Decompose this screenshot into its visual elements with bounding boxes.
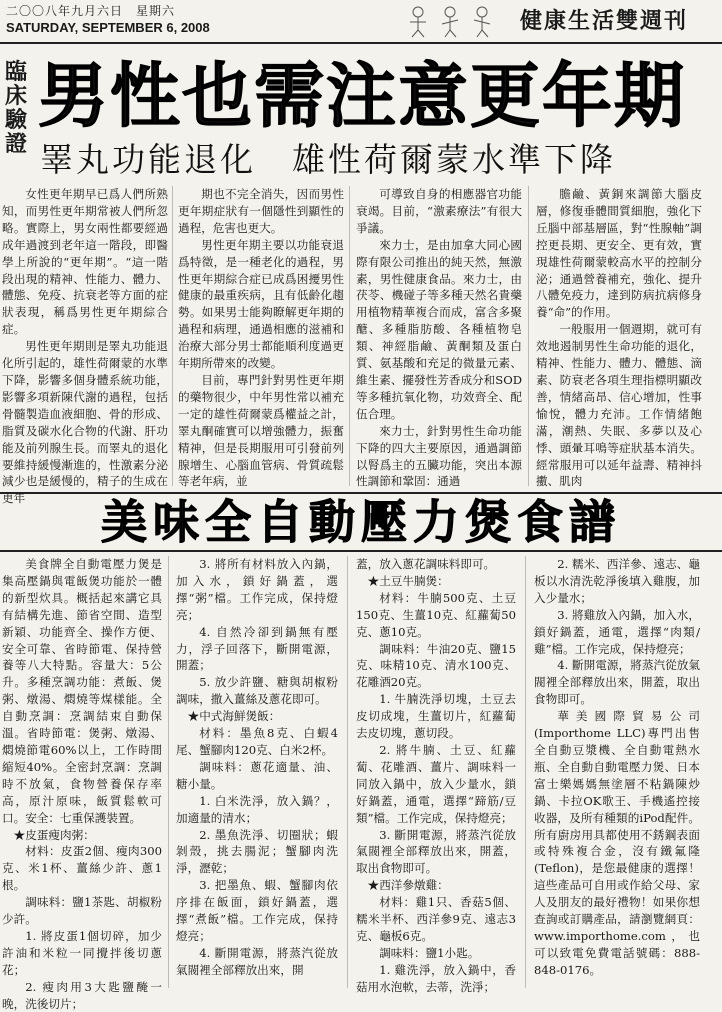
recipe-title: ★土豆牛腩煲： bbox=[367, 573, 449, 588]
article-headline: 男性也需注意更年期 bbox=[38, 55, 686, 137]
paragraph: 2. 墨魚洗淨、切圈狀；蝦剝殼，挑去腸泥；蟹腳肉洗淨，瀝乾； bbox=[176, 827, 338, 876]
paragraph: 3. 將所有材料放入內鍋，加入水，鎖好鍋蓋，選擇“粥”檔。工作完成，保持燈亮； bbox=[176, 557, 338, 622]
paragraph: 膽鹼、黃銅來調節大腦皮層，修復垂體間質細胞，強化下丘腦中部基層區，對“性腺軸”調控更長期、更安全、更有效，實現雄性荷爾蒙較高水平的控制分泌；通過營養補充，強化、提升八體免疫力，達到防病抗病修身養“命”的作用。 bbox=[536, 187, 702, 320]
article2-column-1 bbox=[2, 556, 162, 1011]
paragraph: 調味料：牛油20克、鹽15克、味精10克、清水100克、花雕酒20克。 bbox=[356, 641, 516, 690]
section-title: 健康生活雙週刊 bbox=[520, 8, 689, 34]
paragraph: 來力士，針對男性生命功能下降的四大主要原因，通過調節以腎爲主的五臟功能，突出本源性調節和鞏固：通過 bbox=[356, 423, 522, 489]
paragraph: 一般服用一個週期，就可有效地遏制男性生命功能的退化，精神、性能力、體力、體態、滴素、防衰老各項生理指標明顯改善，情緒高昂、信心增加，性事愉悅，體力充沛。工作情緒飽滿，潮熱、失眠、多夢以及心悸、頭暈耳鳴等症狀基本消失。經常服用可以延年益壽、精神抖擻、肌肉 bbox=[536, 322, 702, 489]
paragraph: 4. 自然冷卻到鍋無有壓力，浮子回落下，斷開電源，開蓋； bbox=[176, 624, 338, 673]
clinical-tag bbox=[2, 60, 30, 156]
article1-column-1 bbox=[2, 186, 168, 506]
paragraph: 5. 放少許鹽、糖與胡椒粉調味，撒入薑絲及蔥花即可。 bbox=[176, 675, 338, 707]
recipe-banner-title: 美味全自動壓力煲食譜 bbox=[0, 492, 722, 552]
recipe-title: ★皮蛋瘦肉粥： bbox=[13, 827, 95, 842]
article1-column-2 bbox=[178, 186, 344, 489]
paragraph: 4. 斷開電源，將蒸汽從放氣閥裡全部釋放出來，開 bbox=[176, 945, 338, 977]
paragraph: 4. 斷開電源，將蒸汽從放氣閥裡全部釋放出來，開蓋，取出食物即可。 bbox=[534, 658, 700, 707]
article1-column-4 bbox=[536, 186, 702, 489]
paragraph: 2. 將牛腩、土豆、紅蘿蔔、花雕酒、薑片、調味料一同放入鍋中，放入少量水，鎖好鍋蓋，通電，選擇“蹄筋/豆類”檔。工作完成，保持燈亮； bbox=[356, 742, 516, 825]
paragraph: 材料：墨魚8克、白蝦4尾、蟹腳肉120克、白米2杯。 bbox=[176, 726, 338, 757]
paragraph: 1. 白米洗淨，放入鍋？，加適量的清水； bbox=[176, 793, 338, 825]
clinical-tag-char: 床 bbox=[4, 83, 27, 109]
paragraph: 材料：雞1只、香菇5個、糯米半杯、西洋參9克、遠志3克、龜板6克。 bbox=[356, 895, 516, 943]
article-subheadline: 睪丸功能退化 雄性荷爾蒙水準下降 bbox=[40, 140, 616, 179]
article2-column-3 bbox=[356, 556, 516, 994]
masthead bbox=[0, 0, 722, 44]
paragraph: 3. 將雞放入內鍋，加入水，鎖好鍋蓋，通電，選擇“肉類/雞”檔。工作完成，保持燈亮； bbox=[534, 607, 700, 656]
paragraph: 1. 牛腩洗淨切塊，土豆去皮切成塊，生薑切片，紅蘿蔔去皮切塊，蔥切段。 bbox=[356, 692, 516, 741]
paragraph: 2. 糯米、西洋參、遠志、龜板以水清洗乾淨後填入雞腹，加入少量水； bbox=[534, 557, 700, 605]
paragraph: 男性更年期主要以功能衰退爲特徵，是一種老化的過程，男性更年期綜合症已成爲困擾男性健康的最重疾病，且有低齡化趨勢。如果男士能夠瞭解更年期的過程和病理，通過相應的滋補和治療大部分男士都能順利度過更年期所帶來的改變。 bbox=[178, 237, 344, 371]
paragraph: 調味料：鹽1小匙。 bbox=[379, 945, 480, 960]
paragraph: 1. 將皮蛋1個切碎，加少許油和米粒一同攪拌後切蔥花； bbox=[2, 928, 162, 977]
paragraph: 調味料：蔥花適量、油、糖小量。 bbox=[176, 759, 338, 791]
paragraph: 美食牌全自動電壓力煲是集高壓鍋與電飯煲功能於一體的新型炊具。概括起來講它具有結構先進、節省空間、造型新穎、功能齊全、操作方便、安全可靠、省時節電、保持營養等八大特點。容量大：5公升。多種烹調功能：煮飯、煲粥、燉湯、燜燒等煤樣能。全自動烹調：烹調結束自動保溫。省時節電：煲粥、燉湯、燜燒節電60%以上，工作時間縮短40%。全密封烹調：烹調時不放氣，食物營養保存率高，原汁原味，飯質鬆軟可口。安全：七重保護裝置。 bbox=[2, 557, 162, 825]
date-chinese: 二〇〇八年九月六日 星期六 bbox=[6, 4, 176, 18]
paragraph: 目前，專門針對男性更年期的藥物很少，中年男性常以補充一定的雄性荷爾蒙爲權益之計，睪丸酮確實可以增強體力，振奮精神，但是長期服用可引發前列腺增生、心腦血管病、骨質疏鬆等老年病，並 bbox=[178, 372, 344, 489]
article1-column-3 bbox=[356, 186, 522, 489]
paragraph: 期也不完全消失，因而男性更年期症狀有一個隱性到顯性的過程，危害也更大。 bbox=[178, 187, 344, 235]
clinical-tag-char: 驗 bbox=[4, 107, 27, 133]
paragraph: 來力士，是由加拿大同心國際有限公司推出的純天然，無激素，男性健康食品。來力士，由茯苓、機碰子等多種天然名貴藥用植物精華複合而成，富含多聚醣、多種脂肪酸、各種植物皂類、神經脂鹼、黃酮類及蛋白質、氨基酸和充足的微量元素、維生素、擺發性芳香成分和SOD等多種抗氧化物，功效齊全、配伍合理。 bbox=[356, 237, 522, 421]
paragraph: 1. 雞洗淨，放入鍋中，香菇用水泡軟，去蒂，洗淨； bbox=[356, 962, 516, 994]
paragraph: 材料：皮蛋2個、瘦肉300克、米1杯、薑絲少許、蔥1根。 bbox=[2, 844, 162, 893]
paragraph: 華美國際貿易公司(Importhome LLC)專門出售全自動豆漿機、全自動電熱水瓶、全自動自動電壓力煲、日本富士樂媽媽無塗層不粘鍋陳炒鍋、卡拉OK歌王、手機遙控接收器，及所有種類的iPod配件。所有廚房用具都使用不銹鋼表面或特殊複合金，沒有鐵氟隆(Teflon)，是您最健康的選擇！這些產品可自用或作給父母、家人及朋友的最好禮物！如果你想查詢或訂購產品，請瀏覽網頁：www.importhome.com，也可以致電免費電話號碼：888-848-0176。 bbox=[534, 709, 700, 977]
paragraph: 材料：牛腩500克、土豆150克、生薑10克、紅蘿蔔50克、蔥10克。 bbox=[356, 590, 516, 639]
paragraph: 調味料：鹽1茶匙、胡椒粉少許。 bbox=[2, 895, 162, 927]
paragraph: 男性更年期則是睪丸功能退化所引起的，雄性荷爾蒙的水準下降，影響多個身體系統功能，影響多項新陳代謝的過程，包括骨髓製造血液細胞、骨的形成、脂質及碳水化合物的代謝、肝功能及前列腺生長。而睪丸的退化要維持緩慢漸進的，性激素分泌減少也是緩慢的，精子的生成在更年 bbox=[2, 339, 168, 506]
article2-column-4 bbox=[534, 556, 700, 988]
people-illustration-icon bbox=[400, 2, 510, 38]
recipe-title: ★西洋參燉雞： bbox=[367, 878, 449, 893]
article2-column-2 bbox=[176, 556, 338, 988]
clinical-tag-char: 臨 bbox=[4, 59, 27, 85]
paragraph: 3. 斷開電源，將蒸汽從放氣閥裡全部釋放出來，開蓋，取出食物即可。 bbox=[356, 827, 516, 876]
clinical-tag-char: 證 bbox=[4, 131, 27, 157]
paragraph: 3. 把墨魚、蝦、蟹腳肉依序排在飯面，鎖好鍋蓋，選擇“煮飯”檔。工作完成，保持燈亮； bbox=[176, 878, 338, 943]
paragraph: 2. 瘦肉用3大匙鹽醃一晚，洗後切片； bbox=[2, 979, 162, 1011]
date-english: SATURDAY, SEPTEMBER 6, 2008 bbox=[6, 20, 210, 35]
paragraph: 女性更年期早已爲人們所熟知，而男性更年期常被人們所忽略。實際上，男女兩性都要經過成年過渡到老年這一階段，即醫學上所說的“更年期”。“這一階段出現的精神、性能力、體力、體態、免疫、抗衰老等方面的症狀表現，稱爲男性更年期綜合症。 bbox=[2, 187, 168, 337]
paragraph: 可導致自身的相應器官功能衰竭。目前，“激素療法”有很大爭議。 bbox=[356, 187, 522, 235]
recipe-title: ★中式海鮮煲飯： bbox=[187, 709, 281, 724]
paragraph: 蓋，放入蔥花調味料即可。 bbox=[356, 557, 496, 571]
